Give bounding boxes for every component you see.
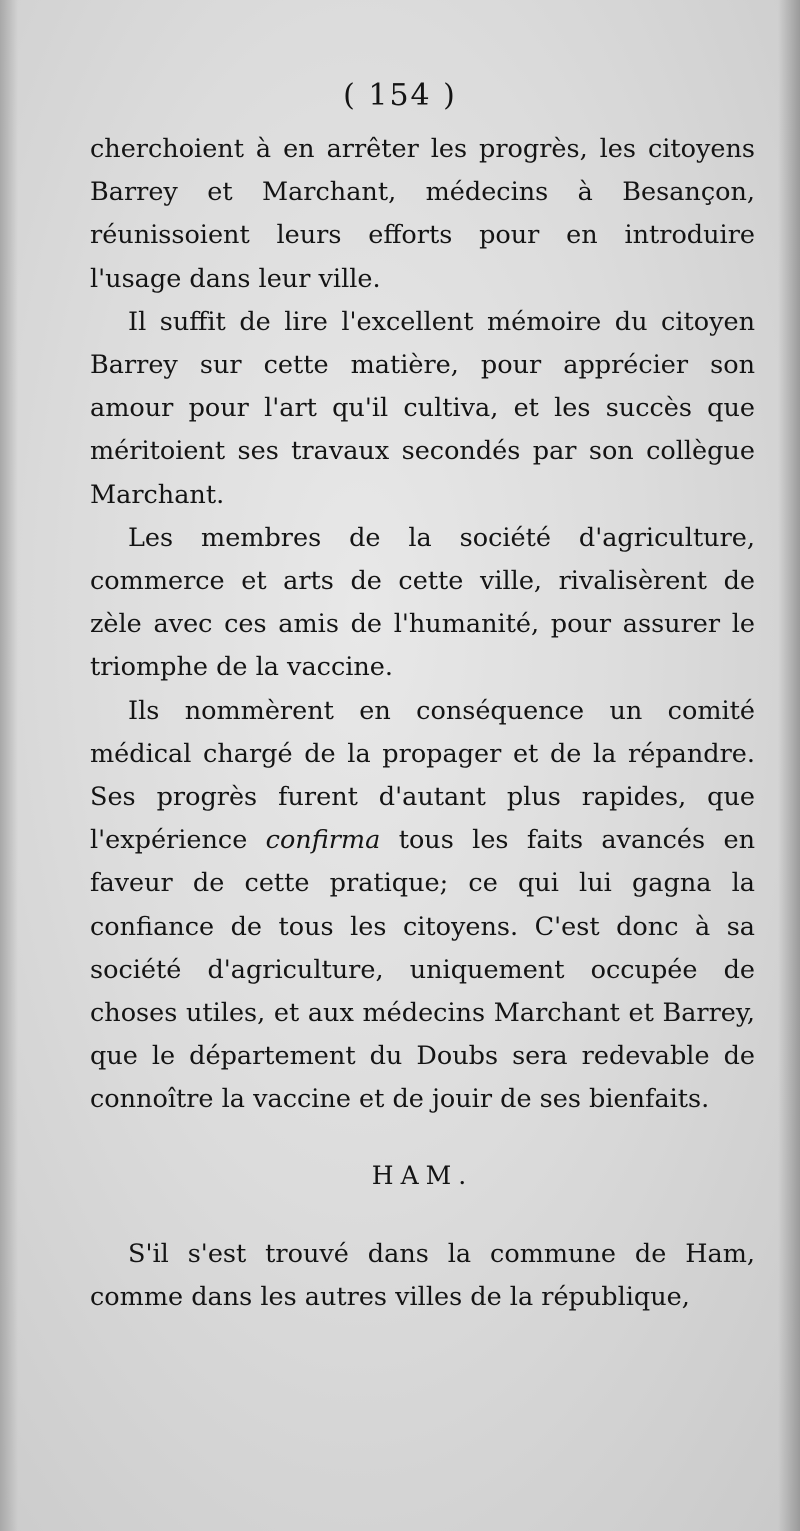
page-body [90, 128, 755, 1319]
italic-word: confirma [265, 825, 381, 856]
paragraph-4 [90, 690, 755, 1122]
section-heading: HAM. [371, 1160, 474, 1190]
paragraph-4-part-2: tous les faits avancés en faveur de cette pratique; ce qui lui gagna la confiance de tous les citoyens. C'est donc à sa société d'agriculture, uniquement occupée de choses utiles, et aux médecins Marchant et Barrey, que le département du Doubs sera redevable de connoître la vaccine et de jouir de ses bienfaits. [90, 825, 755, 1115]
paragraph-5: S'il s'est trouvé dans la commune de Ham, comme dans les autres villes de la république, [90, 1238, 755, 1313]
page-number: ( 154 ) [343, 78, 457, 113]
paragraph-4-part-1: Ils nommèrent en conséquence un comité médical chargé de la propager et de la répandre. Ses progrès furent d'autant plus rapides, que l'expérience [90, 695, 755, 856]
paragraph-2: Il suffit de lire l'excellent mémoire du citoyen Barrey sur cette matière, pour apprécier son amour pour l'art qu'il cultiva, et les succès que méritoient ses travaux secondés par son collègue Marchant. [90, 306, 755, 510]
paragraph-1: cherchoient à en arrêter les progrès, les citoyens Barrey et Marchant, médecins à Besançon, réunissoient leurs efforts pour en introduire l'usage dans leur ville. [90, 134, 755, 294]
paragraph-3: Les membres de la société d'agriculture, commerce et arts de cette ville, rivalisèrent de zèle avec ces amis de l'humanité, pour assurer le triomphe de la vaccine. [90, 522, 755, 683]
